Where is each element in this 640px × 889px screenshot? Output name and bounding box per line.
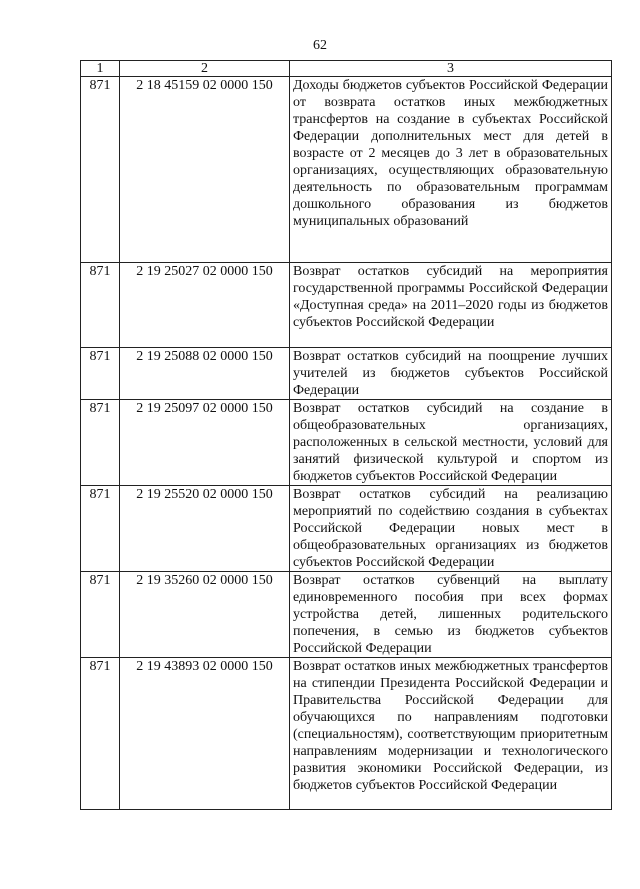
table-row xyxy=(81,486,612,572)
budget-codes-table xyxy=(80,60,612,810)
column-header-1: 1 xyxy=(81,61,120,77)
budget-code-cell: 2 19 43893 02 0000 150 xyxy=(120,658,290,810)
budget-code-cell: 2 19 25088 02 0000 150 xyxy=(120,348,290,400)
description-cell: Доходы бюджетов субъектов Российской Федерации от возврата остатков иных межбюджетных трансфертов на создание в субъектах Российской Федерации дополнительных мест для детей в возрасте от 2 месяцев до 3 лет в образовательных организациях, осуществляющих образовательную деятельность по образовательным программам дошкольного образования из бюджетов муниципальных образований xyxy=(290,77,612,263)
description-cell: Возврат остатков субвенций на выплату единовременного пособия при всех формах устройства детей, лишенных родительского попечения, в семью из бюджетов субъектов Российской Федерации xyxy=(290,572,612,658)
description-cell: Возврат остатков субсидий на поощрение лучших учителей из бюджетов субъектов Российской Федерации xyxy=(290,348,612,400)
table-row xyxy=(81,77,612,263)
budget-code-cell: 2 19 25097 02 0000 150 xyxy=(120,400,290,486)
description-cell: Возврат остатков субсидий на реализацию мероприятий по содействию создания в субъектах Российской Федерации новых мест в общеобразовательных организациях из бюджетов субъектов Российской Федерации xyxy=(290,486,612,572)
table-row xyxy=(81,263,612,348)
column-header-2: 2 xyxy=(120,61,290,77)
budget-code-cell: 2 18 45159 02 0000 150 xyxy=(120,77,290,263)
column-header-3: 3 xyxy=(290,61,612,77)
admin-code-cell: 871 xyxy=(81,658,120,810)
budget-code-cell: 2 19 35260 02 0000 150 xyxy=(120,572,290,658)
description-cell: Возврат остатков субсидий на создание в общеобразовательных организациях, расположенных в сельской местности, условий для занятий физической культурой и спортом из бюджетов субъектов Российской Федерации xyxy=(290,400,612,486)
admin-code-cell: 871 xyxy=(81,572,120,658)
admin-code-cell: 871 xyxy=(81,348,120,400)
admin-code-cell: 871 xyxy=(81,400,120,486)
budget-code-cell: 2 19 25027 02 0000 150 xyxy=(120,263,290,348)
description-cell: Возврат остатков субсидий на мероприятия государственной программы Российской Федерации «Доступная среда» на 2011–2020 годы из бюджетов субъектов Российской Федерации xyxy=(290,263,612,348)
description-cell: Возврат остатков иных межбюджетных трансфертов на стипендии Президента Российской Федерации и Правительства Российской Федерации для обучающихся по направлениям подготовки (специальностям), соответствующим приоритетным направлениям модернизации и технологического развития экономики Российской Федерации, из бюджетов субъектов Российской Федерации xyxy=(290,658,612,810)
budget-code-cell: 2 19 25520 02 0000 150 xyxy=(120,486,290,572)
admin-code-cell: 871 xyxy=(81,77,120,263)
admin-code-cell: 871 xyxy=(81,486,120,572)
page-number: 62 xyxy=(313,38,327,53)
table-row xyxy=(81,658,612,810)
table-row xyxy=(81,572,612,658)
table-header-row xyxy=(81,61,612,77)
table-row xyxy=(81,400,612,486)
table-row xyxy=(81,348,612,400)
admin-code-cell: 871 xyxy=(81,263,120,348)
